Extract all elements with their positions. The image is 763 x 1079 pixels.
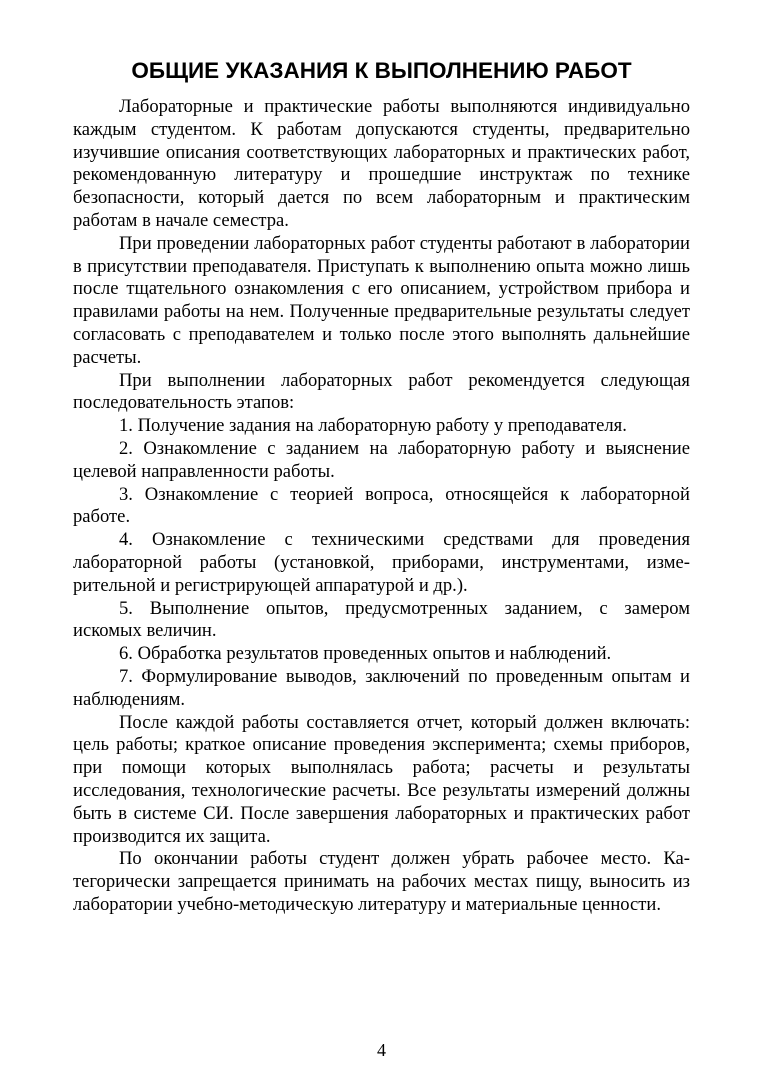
paragraph-conduct: При проведении лабораторных работ студенты работают в лаборатории в присутствии преподавателя. Приступать к выполнению опыта можно лишь после тщательного ознакомления с его описанием, устройством прибора и правилами работы на нем. Полученные предварительные результаты следует согласовать с преподавателем и только после этого выполнять дальнейшие расчеты. (73, 232, 690, 368)
page-number: 4 (377, 1040, 386, 1060)
list-item-step-5: 5. Выполнение опытов, предусмотренных заданием, с замером искомых величин. (73, 597, 690, 642)
list-item-step-3: 3. Ознакомление с теорией вопроса, относящейся к лабораторной работе. (73, 483, 690, 528)
body-text (73, 96, 690, 917)
paragraph-sequence-intro: При выполнении лабораторных работ рекомендуется следующая последовательность этапов: (73, 369, 690, 414)
list-item-step-2: 2. Ознакомление с заданием на лабораторную работу и выяснение целевой направленности работы. (73, 437, 690, 482)
list-item-step-4: 4. Ознакомление с техническими средствами для проведения лабораторной работы (установкой, приборами, инструментами, измерительной и регистрирующей аппаратурой и др.). (73, 529, 690, 596)
paragraph-report: После каждой работы составляется отчет, который должен включать: цель работы; краткое описание проведения эксперимента; схемы приборов, при помощи которых выполнялась работа; расчеты и результаты исследования, технологические расчеты. Все результаты измерений должны быть в системе СИ. После завершения лабораторных и практических работ производится их защита. (73, 711, 690, 847)
paragraph-cleanup: По окончании работы студент должен убрать рабочее место. Категорически запрещается принимать на рабочих местах пищу, выносить из лаборатории учебно-методическую литературу и материальные ценности. (73, 848, 690, 915)
list-item-step-6: 6. Обработка результатов проведенных опытов и наблюдений. (119, 643, 612, 665)
page-title: ОБЩИЕ УКАЗАНИЯ К ВЫПОЛНЕНИЮ РАБОТ (131, 58, 632, 83)
paragraph-intro: Лабораторные и практические работы выполняются индивидуально каждым студентом. К работам допускаются студенты, предварительно изучившие описания соответствующих лабораторных и практических работ, рекомендованную литературу и прошедшие инструктаж по технике безопасности, который дается по всем лабораторным и практическим работам в начале семестра. (73, 96, 690, 231)
list-item-step-7: 7. Формулирование выводов, заключений по проведенным опытам и наблюдениям. (73, 665, 690, 710)
list-item-step-1: 1. Получение задания на лабораторную работу у преподавателя. (119, 415, 627, 437)
